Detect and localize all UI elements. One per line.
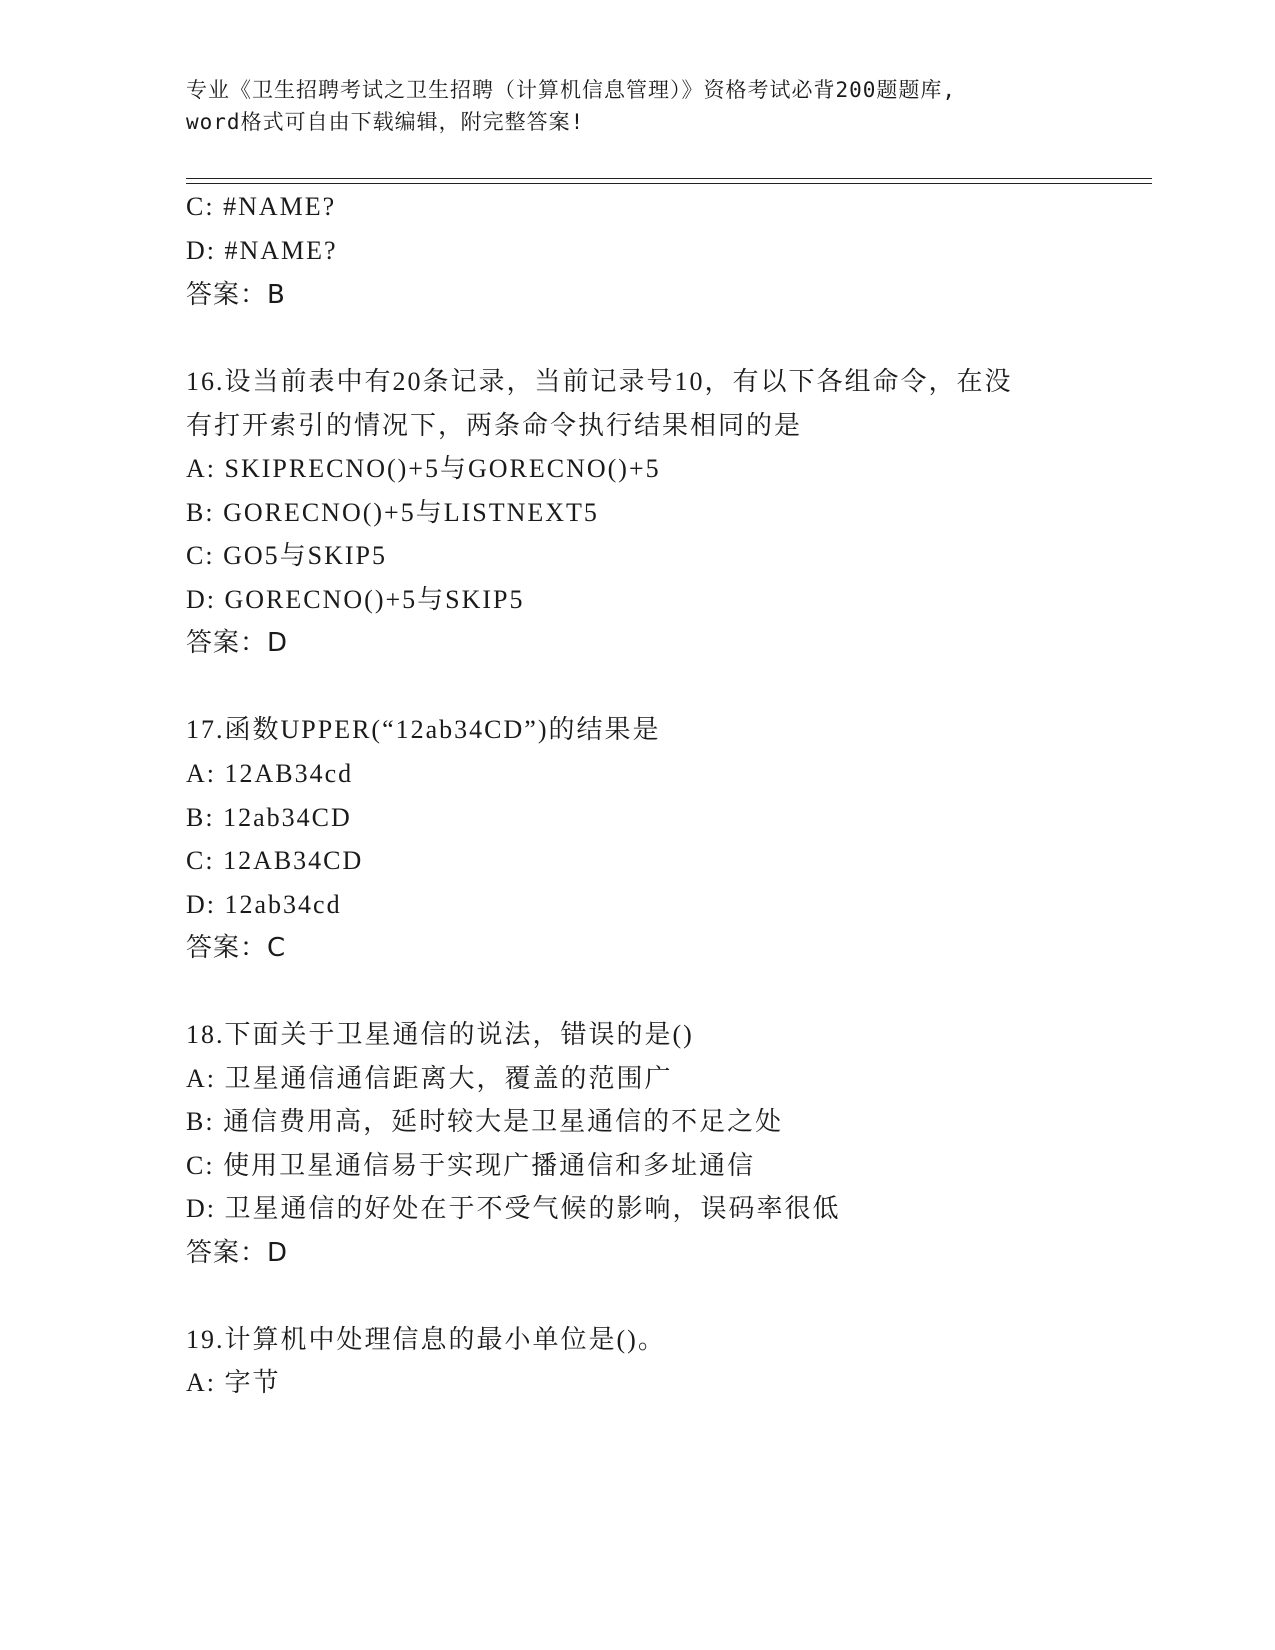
- q17-option-d: D: 12ab34cd: [186, 890, 342, 919]
- q16-option-c: C: GO5与SKIP5: [186, 541, 387, 570]
- q16-option-b: B: GORECNO()+5与LISTNEXT5: [186, 498, 599, 527]
- header-title-line-2: word格式可自由下载编辑，附完整答案!: [186, 110, 585, 134]
- q16-stem-line-1: 16.设当前表中有20条记录，当前记录号10，有以下各组命令，在没: [186, 367, 1013, 396]
- q17-stem: 17.函数UPPER(“12ab34CD”)的结果是: [186, 715, 661, 744]
- q18-stem: 18.下面关于卫星通信的说法，错误的是(): [186, 1020, 694, 1049]
- q16-stem-line-2: 有打开索引的情况下，两条命令执行结果相同的是: [186, 411, 803, 440]
- q18-option-a: A: 卫星通信通信距离大，覆盖的范围广: [186, 1064, 673, 1093]
- q16-option-a: A: SKIPRECNO()+5与GORECNO()+5: [186, 454, 661, 483]
- q16-option-d: D: GORECNO()+5与SKIP5: [186, 585, 525, 614]
- header-divider-top: [186, 178, 1152, 179]
- prev-option-c: C: #NAME?: [186, 192, 337, 221]
- q19-option-a: A: 字节: [186, 1368, 281, 1397]
- q19-stem: 19.计算机中处理信息的最小单位是()。: [186, 1325, 666, 1354]
- q17-answer: 答案：C: [186, 933, 287, 963]
- q16-answer: 答案：D: [186, 628, 289, 658]
- q18-option-c: C: 使用卫星通信易于实现广播通信和多址通信: [186, 1151, 756, 1180]
- q17-option-c: C: 12AB34CD: [186, 846, 364, 875]
- header-divider-bottom: [186, 183, 1152, 184]
- prev-answer: 答案：B: [186, 280, 286, 310]
- q17-option-b: B: 12ab34CD: [186, 803, 352, 832]
- q18-option-d: D: 卫星通信的好处在于不受气候的影响，误码率很低: [186, 1194, 841, 1223]
- q18-answer: 答案：D: [186, 1238, 289, 1268]
- prev-option-d: D: #NAME?: [186, 236, 338, 265]
- q17-option-a: A: 12AB34cd: [186, 759, 354, 788]
- document-header: [186, 74, 1086, 138]
- q18-option-b: B: 通信费用高，延时较大是卫星通信的不足之处: [186, 1107, 784, 1136]
- header-title-line-1: 专业《卫生招聘考试之卫生招聘（计算机信息管理）》资格考试必背200题题库,: [186, 78, 957, 102]
